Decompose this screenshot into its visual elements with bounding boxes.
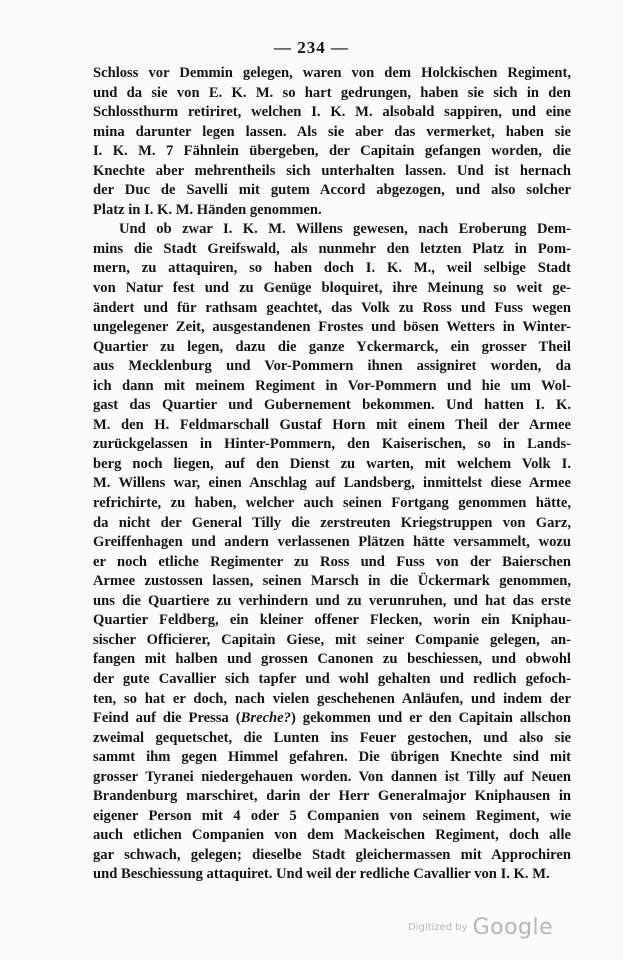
text-line: ten, so hat er doch, nach vielen geschehenen Anläufen, und indem der xyxy=(93,690,571,707)
text-line: Greiffenhagen und andern verlassenen Plätzen hätte versammelt, wozu xyxy=(93,534,571,551)
text-line: mins die Stadt Greifswald, als nunmehr den letzten Platz in Pom- xyxy=(93,240,571,257)
text-line: Feind auf die Pressa (Breche?) gekommen und er den Capitain allschon xyxy=(93,710,571,727)
text-line: der Duc de Savelli mit gutem Accord abgezogen, und also solcher xyxy=(93,182,571,199)
text-line: er noch etliche Regimenter zu Ross und Fuss von der Baierschen xyxy=(93,553,571,570)
body-text xyxy=(93,64,571,885)
text-line: und da sie von E. K. M. so hart gedrungen, haben sie sich in den xyxy=(93,84,571,101)
text-line: gar schwach, gelegen; dieselbe Stadt gleichermassen mit Approchiren xyxy=(93,846,571,863)
text-line: I. K. M. 7 Fähnlein übergeben, der Capitain gefangen worden, die xyxy=(93,143,571,160)
text-line: mern, zu attaquiren, so haben doch I. K. M., weil selbige Stadt xyxy=(93,260,571,277)
text-line: der gute Cavallier sich tapfer und wohl gehalten und redlich gefoch- xyxy=(93,670,571,687)
digitized-watermark xyxy=(408,915,553,940)
text-line: Armee zustossen lassen, seinen Marsch in die Ückermark genommen, xyxy=(93,573,571,590)
text-line: ungelegener Zeit, ausgestandenen Frostes und bösen Wetters in Winter- xyxy=(93,319,571,336)
text-line: zurückgelassen in Hinter-Pommern, den Kaiserischen, so in Lands- xyxy=(93,436,571,453)
text-line: auch etlichen Companien von dem Mackeischen Regiment, doch alle xyxy=(93,827,571,844)
text-line: mina darunter legen lassen. Als sie aber das vermerket, haben sie xyxy=(93,123,571,140)
text-line: fangen mit halben und grossen Canonen zu beschiessen, und obwohl xyxy=(93,651,571,668)
google-logo-text: Google xyxy=(472,915,554,940)
text-line: M. Willens war, einen Anschlag auf Landsberg, inmittelst diese Armee xyxy=(93,475,571,492)
text-line: eigener Person mit 4 oder 5 Companien von seinem Regiment, wie xyxy=(93,807,571,824)
text-line: ich dann mit meinem Regiment in Vor-Pommern und hie um Wol- xyxy=(93,377,571,394)
watermark-prefix: Digitized by xyxy=(408,922,468,933)
page-number: — 234 — xyxy=(274,38,349,57)
text-line: uns die Quartiere zu verhindern und zu verunruhen, und hat das erste xyxy=(93,592,571,609)
text-line: Platz in I. K. M. Händen genommen. xyxy=(93,201,322,218)
text-line: Schloss vor Demmin gelegen, waren von dem Holckischen Regiment, xyxy=(93,65,571,81)
text-line: Quartier zu legen, dazu die ganze Yckermarck, ein grosser Theil xyxy=(93,338,571,355)
text-line: refrichirte, zu haben, welcher auch seinen Fortgang genommen hätte, xyxy=(93,495,571,512)
text-line: Und ob zwar I. K. M. Willens gewesen, nach Eroberung Dem- xyxy=(119,221,571,238)
text-line: M. den H. Feldmarschall Gustaf Horn mit einem Theil der Armee xyxy=(93,416,571,433)
text-line: Knechte aber mehrentheils sich unterhalten lassen. Und ist hernach xyxy=(93,162,571,179)
text-line: Brandenburg marschiret, darin der Herr Generalmajor Kniphausen in xyxy=(93,788,571,805)
text-line: und Beschiessung attaquiret. Und weil der redliche Cavallier von I. K. M. xyxy=(93,866,550,883)
text-line: sischer Officierer, Capitain Giese, mit seiner Companie gelegen, an- xyxy=(93,631,571,648)
text-line: gast das Quartier und Gubernement bekommen. Und hatten I. K. xyxy=(93,397,571,414)
text-line: berg noch liegen, auf den Dienst zu warten, mit welchem Volk I. xyxy=(93,455,571,472)
text-line: Quartier Feldberg, ein kleiner offener Flecken, worin ein Kniphau- xyxy=(93,612,571,629)
text-line: sammt ihm gegen Himmel gefahren. Die übrigen Knechte sind mit xyxy=(93,749,571,766)
text-line: aus Mecklenburg und Vor-Pommern ihnen assigniret worden, da xyxy=(93,358,571,375)
text-line: von Natur fest und zu Genüge bloquiret, ihre Meinung so weit ge- xyxy=(93,280,571,297)
text-line: Schlossthurm retiriret, welchen I. K. M. alsobald sappiren, und eine xyxy=(93,104,571,121)
text-line: zweimal gequetschet, die Lunten ins Feuer gestochen, und also sie xyxy=(93,729,571,746)
text-line: ändert und für rathsam geachtet, das Volk zu Ross und Fuss wegen xyxy=(93,299,571,316)
text-line: grosser Tyranei niedergehauen worden. Von dannen ist Tilly auf Neuen xyxy=(93,768,571,785)
text-line: da nicht der General Tilly die zerstreuten Kriegstruppen von Garz, xyxy=(93,514,571,531)
